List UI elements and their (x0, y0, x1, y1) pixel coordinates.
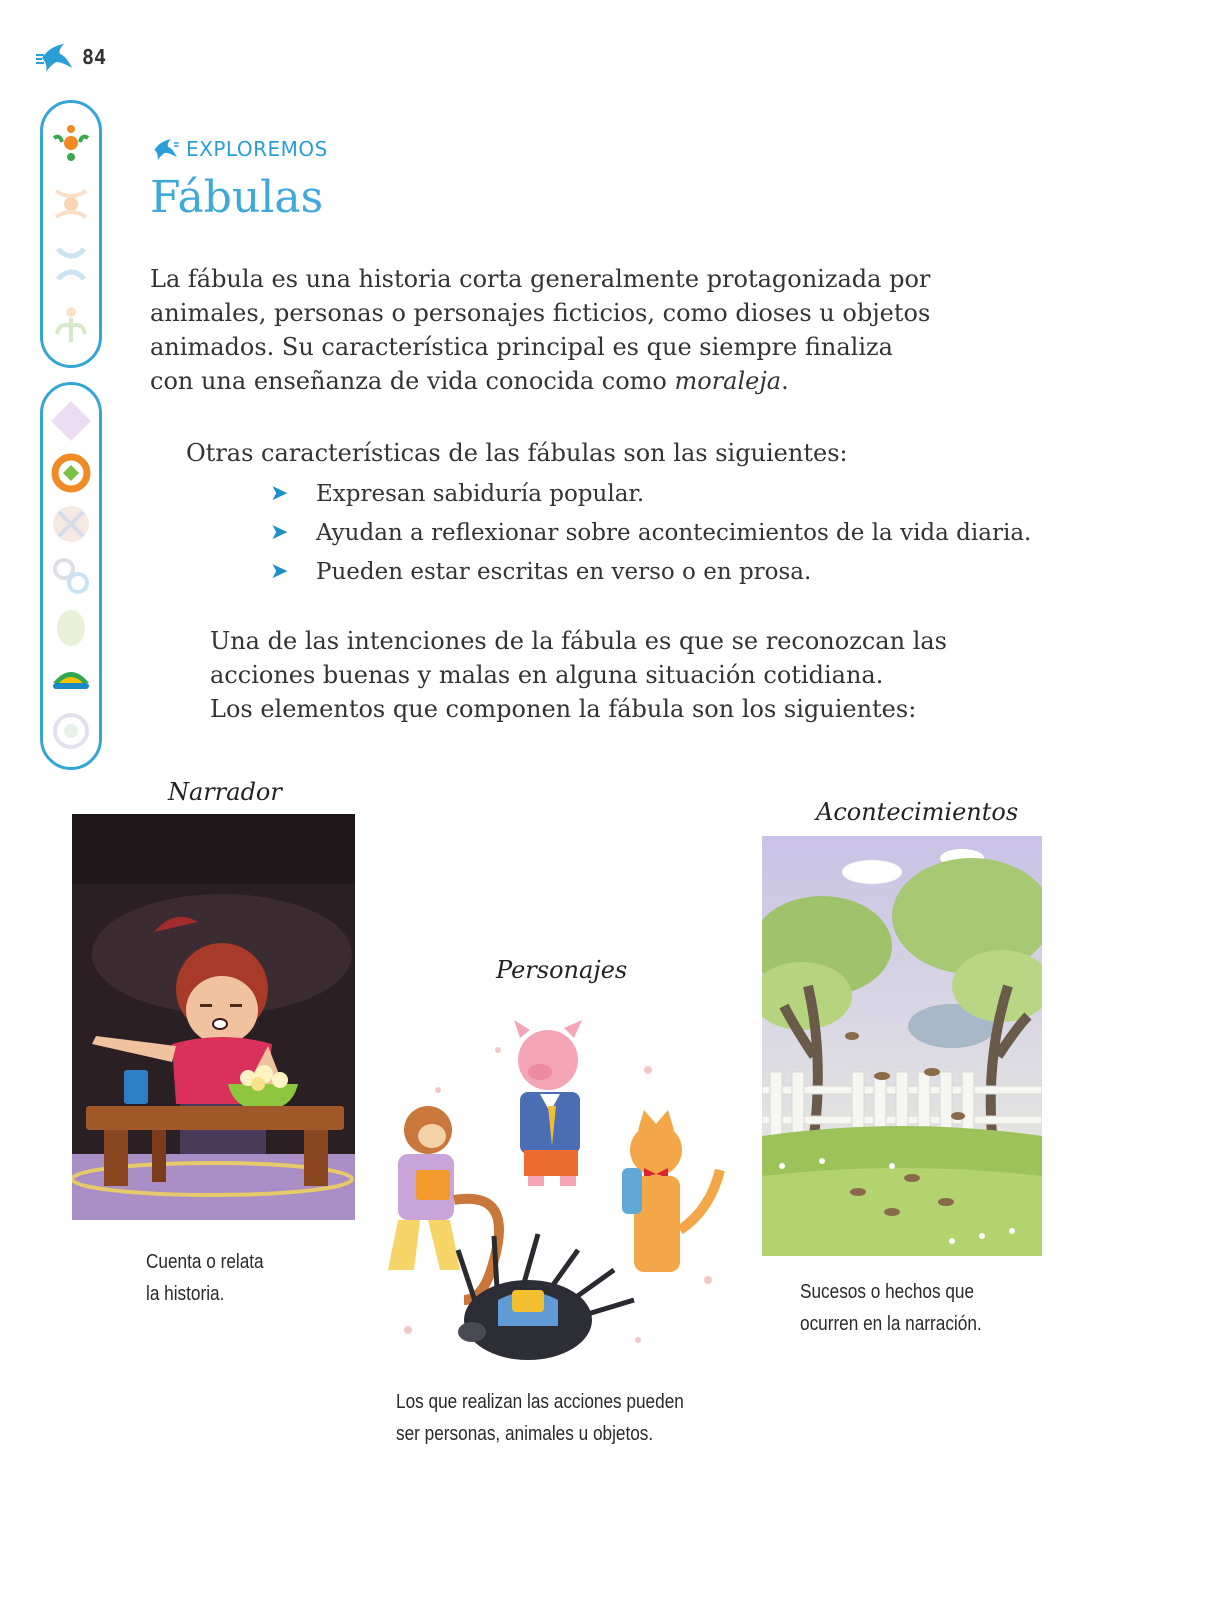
chevron-right-icon: ➤ (270, 559, 289, 584)
section-label (150, 136, 328, 162)
chevron-right-icon: ➤ (270, 481, 289, 506)
section-rail-bottom (40, 382, 102, 770)
list-item-text: Ayudan a reflexionar sobre acontecimientos de la vida diaria. (316, 519, 1032, 546)
page-title: Fábulas (150, 172, 324, 223)
intention-line: Una de las intenciones de la fábula es que se reconozcan las (210, 627, 947, 655)
bird-icon (36, 40, 76, 74)
caption-line: la historia. (146, 1283, 225, 1305)
personajes-caption (396, 1386, 684, 1450)
leaf-icon (49, 606, 93, 650)
list-item-text: Expresan sabiduría popular. (316, 480, 645, 507)
hourglass-icon (49, 502, 93, 546)
characteristics-lead: Otras características de las fábulas son las siguientes: (186, 439, 848, 467)
ring-icon (49, 451, 93, 495)
caption-line: ser personas, animales u objetos. (396, 1423, 654, 1445)
narrador-illustration (72, 814, 355, 1220)
caption-line: Sucesos o hechos que (800, 1281, 975, 1303)
caption-line: Los que realizan las acciones pueden (396, 1391, 684, 1413)
hands-icon (48, 241, 94, 287)
personajes-title: Personajes (496, 956, 628, 984)
personajes-illustration (368, 1010, 738, 1370)
spiral-icon (49, 709, 93, 753)
intro-paragraph (150, 262, 940, 398)
narrador-caption (146, 1246, 264, 1310)
list-item-text: Pueden estar escritas en verso o en prosa. (316, 558, 812, 585)
intention-paragraph (210, 624, 1010, 726)
page-number (36, 40, 106, 74)
flower-icon (48, 120, 94, 166)
intention-line: acciones buenas y malas en alguna situación cotidiana. (210, 661, 884, 689)
intro-text: La fábula es una historia corta generalmente protagonizada por animales, personas o personajes ficticios, como dioses u objetos animados. Su característica principal es que siempre finaliza con una enseñanza de vida conocida como (150, 265, 931, 395)
bird-icon (150, 136, 180, 162)
plant-icon (48, 302, 94, 348)
chevron-right-icon: ➤ (270, 520, 289, 545)
list-item (270, 552, 1031, 591)
diamond-icon (49, 399, 93, 443)
acontecimientos-title: Acontecimientos (816, 798, 1019, 826)
link-icon (49, 554, 93, 598)
section-rail-top (40, 100, 102, 368)
list-item (270, 513, 1031, 552)
acontecimientos-illustration (762, 836, 1042, 1256)
list-item (270, 474, 1031, 513)
narrador-title: Narrador (168, 778, 282, 806)
section-label-text: EXPLOREMOS (186, 137, 328, 161)
caption-line: ocurren en la narración. (800, 1313, 982, 1335)
figure-icon (48, 181, 94, 227)
intro-end: . (781, 367, 789, 395)
intention-line: Los elementos que componen la fábula son los siguientes: (210, 695, 917, 723)
page-number-text: 84 (82, 45, 107, 69)
turtle-icon (49, 657, 93, 701)
intro-emphasis: moraleja (674, 367, 782, 395)
caption-line: Cuenta o relata (146, 1251, 264, 1273)
characteristics-list (270, 474, 1031, 591)
acontecimientos-caption (800, 1276, 982, 1340)
